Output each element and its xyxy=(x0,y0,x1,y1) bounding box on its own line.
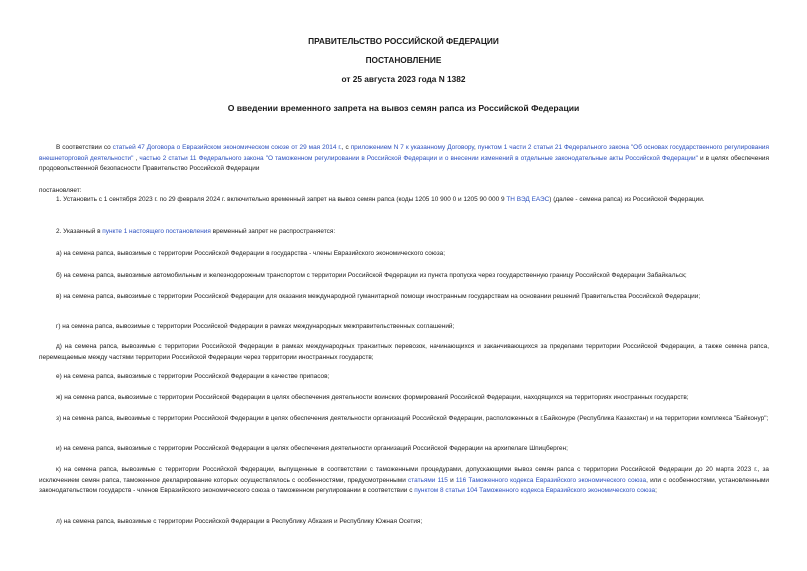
list-item-d: д) на семена рапса, вывозимые с территории Российской Федерации в рамках международных транзитных перевозок, начинающихся и заканчивающихся за пределами территории Российской Федерации, а также семена рапса, перемещаемые между частями территории Российской Федерации через территории иностранных государств; xyxy=(39,343,769,361)
list-item-l: л) на семена рапса, вывозимые с территории Российской Федерации в Республику Абхазия и Республику Южная Осетия; xyxy=(56,518,423,525)
list-item-k-text: , или с особенностями, установленными законодательством государств - членов Евразийского экономического союза о таможенном регулировании в соответствии с xyxy=(39,476,770,495)
paragraph-1 xyxy=(39,195,769,206)
list-item-k-text: и xyxy=(447,476,456,484)
list-item-k-text: к) на семена рапса, вывозимые с территории Российской Федерации, выпущенные в соответствии с таможенными процедурами, допускающими вывоз семян рапса с территории Российской Федерации до 20 марта 2023 г., за исключением семян рапса, таможенное декларирование которых осуществлялось с особенностями, предусмотренными xyxy=(39,466,769,484)
treaty-annex-7-link[interactable]: приложением N 7 к указанному Договору xyxy=(350,144,474,151)
list-item-v: в) на семена рапса, вывозимые с территории Российской Федерации для оказания международной гуманитарной помощи иностранным государствам на основании решений Правительства Российской Федерации; xyxy=(56,293,701,300)
foreign-trade-law-link[interactable]: пунктом 1 части 2 статьи 21 Федерального закона "Об основах государственного регулирования внешнеторговой деятельности" xyxy=(39,144,769,162)
customs-regulation-law-link[interactable]: частью 2 статьи 11 Федерального закона "О таможенном регулировании в Российской Федерации и о внесении изменений в отдельные законодательные акты Российской Федерации" xyxy=(139,154,698,162)
customs-code-article-115-link[interactable]: статьями 115 xyxy=(408,476,448,484)
list-item-b: б) на семена рапса, вывозимые автомобильным и железнодорожным транспортом с территории Российской Федерации из пункта пропуска через государственную границу Российской Федерации Забайкальск; xyxy=(56,272,687,279)
list-item-k xyxy=(39,465,769,497)
customs-code-article-116-link[interactable]: 116 Таможенного кодекса Евразийского экономического союза xyxy=(455,476,647,484)
list-item-g: г) на семена рапса, вывозимые с территории Российской Федерации в рамках международных межправительственных соглашений; xyxy=(56,323,455,330)
document-title: О введении временного запрета на вывоз семян рапса из Российской Федерации xyxy=(227,103,580,113)
tn-ved-link[interactable]: ТН ВЭД ЕАЭС xyxy=(506,196,550,203)
preamble-text: , xyxy=(133,154,140,162)
list-item-zh: ж) на семена рапса, вывозимые с территории Российской Федерации в целях обеспечения деятельности воинских формирований Российской Федерации, находящихся на территориях иностранных государств; xyxy=(56,394,689,401)
paragraph-1-reference-link[interactable]: пункте 1 настоящего постановления xyxy=(102,228,211,235)
paragraph-2 xyxy=(39,227,769,238)
paragraph-1-text: 1. Установить с 1 сентября 2023 г. по 29 февраля 2024 г. включительно временный запрет на вывоз семян рапса (коды 1205 10 900 0 и 1205 90 000 9 xyxy=(56,196,507,203)
preamble-text: , с xyxy=(341,144,351,151)
decides-text: постановляет: xyxy=(39,187,82,194)
eaeu-treaty-article-47-link[interactable]: статьей 47 Договора о Евразийском экономическом союзе от 29 мая 2014 г. xyxy=(112,144,342,151)
preamble-paragraph xyxy=(39,143,769,175)
paragraph-1-text: ) (далее - семена рапса) из Российской Федерации. xyxy=(549,196,705,203)
preamble-text: В соответствии со xyxy=(56,144,113,151)
list-item-e: е) на семена рапса, вывозимые с территории Российской Федерации в качестве припасов; xyxy=(56,373,330,380)
list-item-k-text: ; xyxy=(655,487,657,495)
document-date-number: от 25 августа 2023 года N 1382 xyxy=(341,74,466,84)
government-heading: ПРАВИТЕЛЬСТВО РОССИЙСКОЙ ФЕДЕРАЦИИ xyxy=(308,36,499,46)
list-item-a: а) на семена рапса, вывозимые с территории Российской Федерации в государства - члены Евразийского экономического союза; xyxy=(56,250,446,257)
customs-code-article-104-link[interactable]: пунктом 8 статьи 104 Таможенного кодекса Евразийского экономического союза xyxy=(414,487,656,495)
document-type: ПОСТАНОВЛЕНИЕ xyxy=(365,55,442,65)
preamble-text: и в целях обеспечения продовольственной безопасности Правительство Российской Федерации xyxy=(39,154,769,173)
paragraph-2-text: временный запрет не распространяется: xyxy=(210,228,336,235)
paragraph-2-text: 2. Указанный в xyxy=(56,228,103,235)
list-item-i: и) на семена рапса, вывозимые с территории Российской Федерации в целях обеспечения деятельности организаций Российской Федерации на архипелаге Шпицберген; xyxy=(56,445,568,452)
preamble-text: , xyxy=(474,144,478,151)
list-item-z: з) на семена рапса, вывозимые с территории Российской Федерации в целях обеспечения деятельности организаций Российской Федерации, расположенных в г.Байконуре (Республика Казахстан) и на территории комплекса "Байконур"; xyxy=(56,415,769,422)
